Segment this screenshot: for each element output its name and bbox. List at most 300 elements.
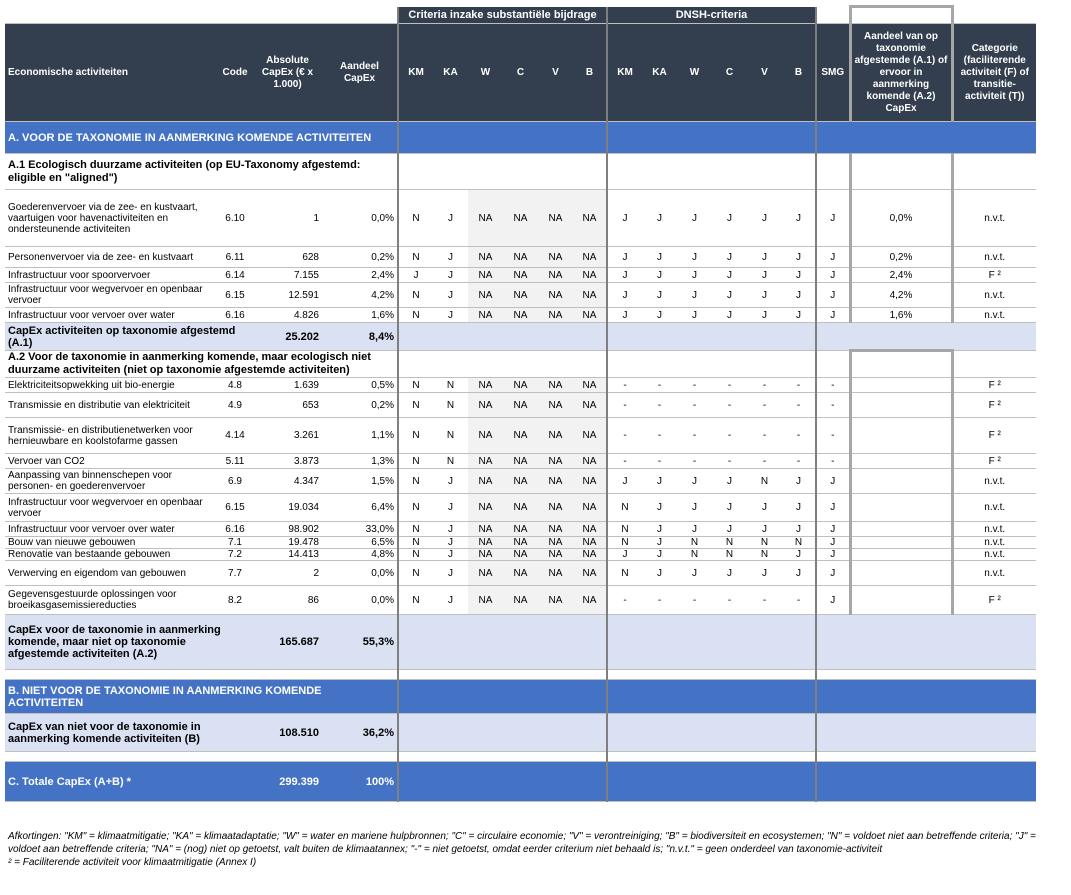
sub-criterion: NA [573, 549, 607, 561]
sub-criterion: NA [503, 454, 538, 469]
sub-criterion: N [433, 454, 468, 469]
a1-title-dnsh-empty [712, 154, 747, 190]
header-sub-v: V [538, 24, 573, 122]
dnsh-criterion: - [642, 586, 677, 615]
section-c-total-fill [850, 762, 952, 802]
sub-criterion: NA [573, 454, 607, 469]
abs-capex: 12.591 [253, 283, 322, 308]
a2-total-row-fill [782, 615, 816, 670]
sub-criterion: J [433, 537, 468, 549]
dnsh-criterion: J [782, 247, 816, 268]
dnsh-criterion: J [712, 561, 747, 586]
dnsh-criterion: J [712, 469, 747, 494]
category-value: n.v.t. [952, 283, 1036, 308]
sub-criterion: NA [468, 537, 503, 549]
activity-name: Vervoer van CO2 [5, 454, 217, 469]
a2-total-row-fill [677, 615, 712, 670]
a2_rows-row [5, 586, 1036, 615]
group-dnsh: DNSH-criteria [607, 7, 816, 24]
abs-capex: 628 [253, 247, 322, 268]
sub-criterion: NA [573, 418, 607, 454]
aligned-share-value [850, 586, 952, 615]
a1-title [5, 154, 1036, 190]
sub-criterion: N [398, 549, 433, 561]
sub-criterion: N [398, 393, 433, 418]
group-blank-aligned [850, 7, 952, 24]
dnsh-criterion: J [677, 190, 712, 247]
gap-row [433, 670, 468, 680]
sub-criterion: NA [503, 494, 538, 522]
sub-criterion: N [398, 283, 433, 308]
a2-title-dnsh-empty [712, 351, 747, 378]
a1-title-dnsh-empty [677, 154, 712, 190]
gap-row [503, 752, 538, 762]
header-dnsh-b: B [782, 24, 816, 122]
section-a-header-title: A. VOOR DE TAXONOMIE IN AANMERKING KOMENDE ACTIVITEITEN [5, 122, 398, 154]
dnsh-criterion: - [607, 586, 642, 615]
a2-title-sub-empty [433, 351, 468, 378]
sub-criterion: N [398, 454, 433, 469]
sub-criterion: J [398, 268, 433, 283]
gap-row [642, 670, 677, 680]
sub-criterion: NA [468, 268, 503, 283]
sub-criterion: NA [538, 247, 573, 268]
dnsh-criterion: J [677, 308, 712, 323]
abs-capex: 4.826 [253, 308, 322, 323]
dnsh-criterion: - [712, 454, 747, 469]
header-sub-b: B [573, 24, 607, 122]
activity-code: 6.16 [217, 308, 253, 323]
section-a-header-fill [850, 122, 952, 154]
b-total-row-fill [747, 714, 782, 752]
a2-total-row-fill [816, 615, 850, 670]
section-b-header-fill [782, 680, 816, 714]
sub-criterion: NA [468, 308, 503, 323]
a2_rows-row [5, 549, 1036, 561]
dnsh-criterion: - [642, 378, 677, 393]
gap-row [712, 670, 747, 680]
section-c-total-fill [747, 762, 782, 802]
activity-name: Infrastructuur voor spoorvervoer [5, 268, 217, 283]
dnsh-criterion: J [642, 549, 677, 561]
sub-criterion: NA [573, 268, 607, 283]
sub-criterion: NA [538, 549, 573, 561]
sub-criterion: NA [503, 393, 538, 418]
dnsh-criterion: - [747, 586, 782, 615]
dnsh-criterion: - [782, 418, 816, 454]
a1-title-label: A.1 Ecologisch duurzame activiteiten (op EU-Taxonomy afgestemd: eligible en "aligned") [5, 154, 398, 190]
share-capex: 0,2% [322, 247, 398, 268]
a2-total-row-fill [433, 615, 468, 670]
dnsh-criterion: J [782, 308, 816, 323]
a1-total-row-share: 8,4% [322, 323, 398, 351]
gap-row [747, 752, 782, 762]
smg-value: - [816, 454, 850, 469]
sub-criterion: NA [538, 454, 573, 469]
sub-criterion: J [433, 494, 468, 522]
section-b-header-fill [538, 680, 573, 714]
a2_rows-row [5, 469, 1036, 494]
sub-criterion: J [433, 549, 468, 561]
section-b-header-fill [468, 680, 503, 714]
sub-criterion: N [398, 522, 433, 537]
aligned-share-value [850, 418, 952, 454]
sub-criterion: NA [573, 494, 607, 522]
sub-criterion: N [398, 469, 433, 494]
header-sub-km: KM [398, 24, 433, 122]
category-value: F ² [952, 418, 1036, 454]
c-total-share: 100% [322, 762, 398, 802]
sub-criterion: NA [538, 393, 573, 418]
sub-criterion: NA [503, 561, 538, 586]
header-dnsh-w: W [677, 24, 712, 122]
group-blank [5, 7, 398, 24]
dnsh-criterion: J [782, 494, 816, 522]
gap-row [642, 752, 677, 762]
capex-taxonomy-table [5, 5, 1036, 802]
aligned-share-value [850, 537, 952, 549]
dnsh-criterion: - [782, 378, 816, 393]
activity-name: Bouw van nieuwe gebouwen [5, 537, 217, 549]
dnsh-criterion: J [747, 283, 782, 308]
a1-title-dnsh-empty [782, 154, 816, 190]
smg-value: J [816, 190, 850, 247]
a2-title [5, 351, 1036, 378]
section-b-header-fill [712, 680, 747, 714]
abs-capex: 98.902 [253, 522, 322, 537]
gap-row [607, 752, 642, 762]
sub-criterion: J [433, 469, 468, 494]
a1-total-row-fill [712, 323, 747, 351]
section-c-total-fill [952, 762, 1036, 802]
abs-capex: 3.873 [253, 454, 322, 469]
sub-criterion: NA [538, 561, 573, 586]
section-b-header-fill [952, 680, 1036, 714]
smg-value: J [816, 268, 850, 283]
share-capex: 1,1% [322, 418, 398, 454]
category-value: n.v.t. [952, 561, 1036, 586]
a2_rows-row [5, 378, 1036, 393]
abs-capex: 19.478 [253, 537, 322, 549]
activity-code: 6.15 [217, 494, 253, 522]
gap-row [398, 752, 433, 762]
a1_rows-row [5, 190, 1036, 247]
smg-value: J [816, 522, 850, 537]
b-total-row-abs: 108.510 [253, 714, 322, 752]
dnsh-criterion: J [677, 283, 712, 308]
category-value: F ² [952, 586, 1036, 615]
aligned-share-value: 0,0% [850, 190, 952, 247]
category-value: F ² [952, 268, 1036, 283]
activity-code: 6.11 [217, 247, 253, 268]
column-header-row [5, 24, 1036, 122]
sub-criterion: NA [573, 247, 607, 268]
sub-criterion: NA [503, 469, 538, 494]
dnsh-criterion: J [677, 469, 712, 494]
smg-value: J [816, 494, 850, 522]
dnsh-criterion: J [642, 522, 677, 537]
dnsh-criterion: J [607, 268, 642, 283]
sub-criterion: NA [503, 378, 538, 393]
b-total-row-fill [468, 714, 503, 752]
a1-total-row-fill [573, 323, 607, 351]
sub-criterion: NA [573, 190, 607, 247]
header-dnsh-c: C [712, 24, 747, 122]
sub-criterion: NA [468, 283, 503, 308]
section-c-total-fill [398, 762, 433, 802]
b-total-row-fill [850, 714, 952, 752]
dnsh-criterion: - [712, 418, 747, 454]
activity-code: 6.16 [217, 522, 253, 537]
dnsh-criterion: J [712, 308, 747, 323]
share-capex: 0,2% [322, 393, 398, 418]
dnsh-criterion: J [677, 494, 712, 522]
abs-capex: 19.034 [253, 494, 322, 522]
section-b-header-fill [503, 680, 538, 714]
sub-criterion: NA [573, 522, 607, 537]
a2-title-sub-empty [538, 351, 573, 378]
section-c-total-fill [573, 762, 607, 802]
dnsh-criterion: - [782, 454, 816, 469]
a1-total-row-fill [398, 323, 433, 351]
gap-row [5, 670, 398, 680]
dnsh-criterion: - [712, 393, 747, 418]
section-a-header-fill [433, 122, 468, 154]
smg-value: - [816, 393, 850, 418]
footnotes [8, 830, 1058, 869]
header-aligned-share: Aandeel van op taxonomie afgestemde (A.1) of ervoor in aanmerking komende (A.2) CapEx [850, 24, 952, 122]
sub-criterion: NA [573, 378, 607, 393]
smg-value: - [816, 378, 850, 393]
section-c-total [5, 762, 1036, 802]
gap-row [607, 670, 642, 680]
section-a-header-fill [677, 122, 712, 154]
dnsh-criterion: - [607, 393, 642, 418]
header-dnsh-km: KM [607, 24, 642, 122]
a2-total-row-fill [607, 615, 642, 670]
a1-total-row-fill [503, 323, 538, 351]
section-a-header-fill [503, 122, 538, 154]
section-a-header-fill [468, 122, 503, 154]
share-capex: 33,0% [322, 522, 398, 537]
activity-code: 8.2 [217, 586, 253, 615]
section-b-header-fill [677, 680, 712, 714]
a2_rows-row [5, 561, 1036, 586]
b-total-row-fill [503, 714, 538, 752]
sub-criterion: J [433, 190, 468, 247]
gap-row [503, 670, 538, 680]
activity-code: 4.14 [217, 418, 253, 454]
dnsh-criterion: J [747, 268, 782, 283]
a1-title-dnsh-empty [747, 154, 782, 190]
dnsh-criterion: J [712, 283, 747, 308]
activity-name: Transmissie- en distributienetwerken voor hernieuwbare en koolstofarme gassen [5, 418, 217, 454]
smg-value: - [816, 418, 850, 454]
activity-name: Renovatie van bestaande gebouwen [5, 549, 217, 561]
abs-capex: 1.639 [253, 378, 322, 393]
dnsh-criterion: J [747, 494, 782, 522]
abs-capex: 14.413 [253, 549, 322, 561]
dnsh-criterion: J [782, 283, 816, 308]
a1-title-dnsh-empty [642, 154, 677, 190]
footnote-abbreviations: Afkortingen: "KM" = klimaatmitigatie; "KA" = klimaatadaptatie; "W" = water en mariene hulpbronnen; "C" = circulaire economie; "V" = verontreiniging; "B" = biodiversiteit en ecosystemen; "N" = voldoet niet aan betreffende criteria; "J" = voldoet aan betreffende criteria; "NA" = (nog) niet op getoetst, valt buiten de klimaatannex; "-" = niet getoetst, omdat eerder criterium niet behaald is; "n.v.t." = geen onderdeel van taxonomie-activiteit [8, 831, 1036, 855]
sub-criterion: NA [503, 308, 538, 323]
sub-criterion: N [398, 378, 433, 393]
group-blank-right [816, 7, 850, 24]
b-total-row-fill [816, 714, 850, 752]
sub-criterion: J [433, 561, 468, 586]
activity-name: Transmissie en distributie van elektriciteit [5, 393, 217, 418]
section-b-header-fill [433, 680, 468, 714]
dnsh-criterion: J [712, 522, 747, 537]
dnsh-criterion: J [747, 561, 782, 586]
sub-criterion: J [433, 586, 468, 615]
activity-name: Goederenvervoer via de zee- en kustvaart, vaartuigen voor havenactiviteiten en ondersteunende activiteiten [5, 190, 217, 247]
dnsh-criterion: J [642, 190, 677, 247]
share-capex: 4,8% [322, 549, 398, 561]
dnsh-criterion: - [642, 454, 677, 469]
a1-total-row-fill [468, 323, 503, 351]
section-a-header-fill [782, 122, 816, 154]
share-capex: 0,0% [322, 586, 398, 615]
header-activity: Economische activiteiten [5, 24, 217, 122]
dnsh-criterion: - [712, 586, 747, 615]
a1-total-row-fill [816, 323, 850, 351]
a2_rows-row [5, 522, 1036, 537]
activity-code: 6.14 [217, 268, 253, 283]
header-category: Categorie (faciliterende activiteit (F) of transitie-activiteit (T)) [952, 24, 1036, 122]
a1-total-row-fill [747, 323, 782, 351]
activity-name: Aanpassing van binnenschepen voor personen- en goederenvervoer [5, 469, 217, 494]
section-c-total-fill [782, 762, 816, 802]
aligned-share-value [850, 469, 952, 494]
a1-total-row-fill [538, 323, 573, 351]
dnsh-criterion: N [712, 549, 747, 561]
a2-title-sub-empty [468, 351, 503, 378]
gap-row [5, 752, 1036, 762]
sub-criterion: NA [538, 494, 573, 522]
a1-title-sub-empty [573, 154, 607, 190]
sub-criterion: NA [573, 561, 607, 586]
activity-code: 5.11 [217, 454, 253, 469]
activity-code: 7.1 [217, 537, 253, 549]
sub-criterion: NA [538, 537, 573, 549]
dnsh-criterion: J [642, 469, 677, 494]
dnsh-criterion: J [642, 247, 677, 268]
aligned-share-value: 4,2% [850, 283, 952, 308]
category-value: n.v.t. [952, 247, 1036, 268]
header-sub-w: W [468, 24, 503, 122]
sub-criterion: N [398, 247, 433, 268]
sub-criterion: J [433, 268, 468, 283]
sub-criterion: J [433, 283, 468, 308]
sub-criterion: NA [503, 586, 538, 615]
header-share-capex: Aandeel CapEx [322, 24, 398, 122]
a2_rows-row [5, 494, 1036, 522]
dnsh-criterion: - [747, 454, 782, 469]
a1-total-row-abs: 25.202 [253, 323, 322, 351]
sub-criterion: N [398, 561, 433, 586]
aligned-share-value: 1,6% [850, 308, 952, 323]
a2-total-row-fill [503, 615, 538, 670]
category-value: n.v.t. [952, 522, 1036, 537]
dnsh-criterion: J [607, 549, 642, 561]
a2-title-sub-empty [573, 351, 607, 378]
gap-row [5, 670, 1036, 680]
share-capex: 4,2% [322, 283, 398, 308]
smg-value: J [816, 469, 850, 494]
category-value: F ² [952, 393, 1036, 418]
a2_rows-row [5, 418, 1036, 454]
a2-total-row [5, 615, 1036, 670]
section-c-total-fill [433, 762, 468, 802]
a1-total-row-fill [677, 323, 712, 351]
smg-value: J [816, 586, 850, 615]
sub-criterion: NA [468, 378, 503, 393]
a1-total-row-fill [642, 323, 677, 351]
a1_rows-row [5, 283, 1036, 308]
activity-name: Infrastructuur voor wegvervoer en openbaar vervoer [5, 494, 217, 522]
dnsh-criterion: J [642, 268, 677, 283]
b-total-row-fill [607, 714, 642, 752]
dnsh-criterion: J [782, 190, 816, 247]
a1-title-sub-empty [433, 154, 468, 190]
dnsh-criterion: - [607, 378, 642, 393]
dnsh-criterion: N [747, 537, 782, 549]
a1-title-sub-empty [503, 154, 538, 190]
sub-criterion: NA [573, 537, 607, 549]
dnsh-criterion: J [747, 247, 782, 268]
sub-criterion: NA [468, 454, 503, 469]
category-value: F ² [952, 454, 1036, 469]
dnsh-criterion: J [677, 247, 712, 268]
dnsh-criterion: J [642, 308, 677, 323]
sub-criterion: N [398, 418, 433, 454]
a1-total-row [5, 323, 1036, 351]
dnsh-criterion: J [642, 283, 677, 308]
activity-code: 4.9 [217, 393, 253, 418]
aligned-share-value [850, 454, 952, 469]
aligned-share-value [850, 522, 952, 537]
dnsh-criterion: J [782, 268, 816, 283]
a1-title-aligned-empty [850, 154, 952, 190]
sub-criterion: J [433, 247, 468, 268]
aligned-share-value [850, 549, 952, 561]
gap-row [816, 752, 850, 762]
gap-row [677, 670, 712, 680]
dnsh-criterion: J [607, 469, 642, 494]
section-c-total-fill [468, 762, 503, 802]
dnsh-criterion: J [607, 190, 642, 247]
section-a-header-fill [607, 122, 642, 154]
b-total-row-fill [398, 714, 433, 752]
b-total-row [5, 714, 1036, 752]
footnote-facilitating: ² = Faciliterende activiteit voor klimaatmitigatie (Annex I) [8, 857, 257, 868]
dnsh-criterion: J [677, 268, 712, 283]
activity-code: 7.7 [217, 561, 253, 586]
sub-criterion: NA [538, 418, 573, 454]
a2-title-dnsh-empty [782, 351, 816, 378]
sub-criterion: N [398, 586, 433, 615]
smg-value: J [816, 549, 850, 561]
activity-name: Infrastructuur voor vervoer over water [5, 522, 217, 537]
sub-criterion: NA [468, 247, 503, 268]
sub-criterion: J [433, 308, 468, 323]
a1_rows-row [5, 268, 1036, 283]
dnsh-criterion: J [677, 522, 712, 537]
gap-row [782, 670, 816, 680]
dnsh-criterion: - [677, 378, 712, 393]
